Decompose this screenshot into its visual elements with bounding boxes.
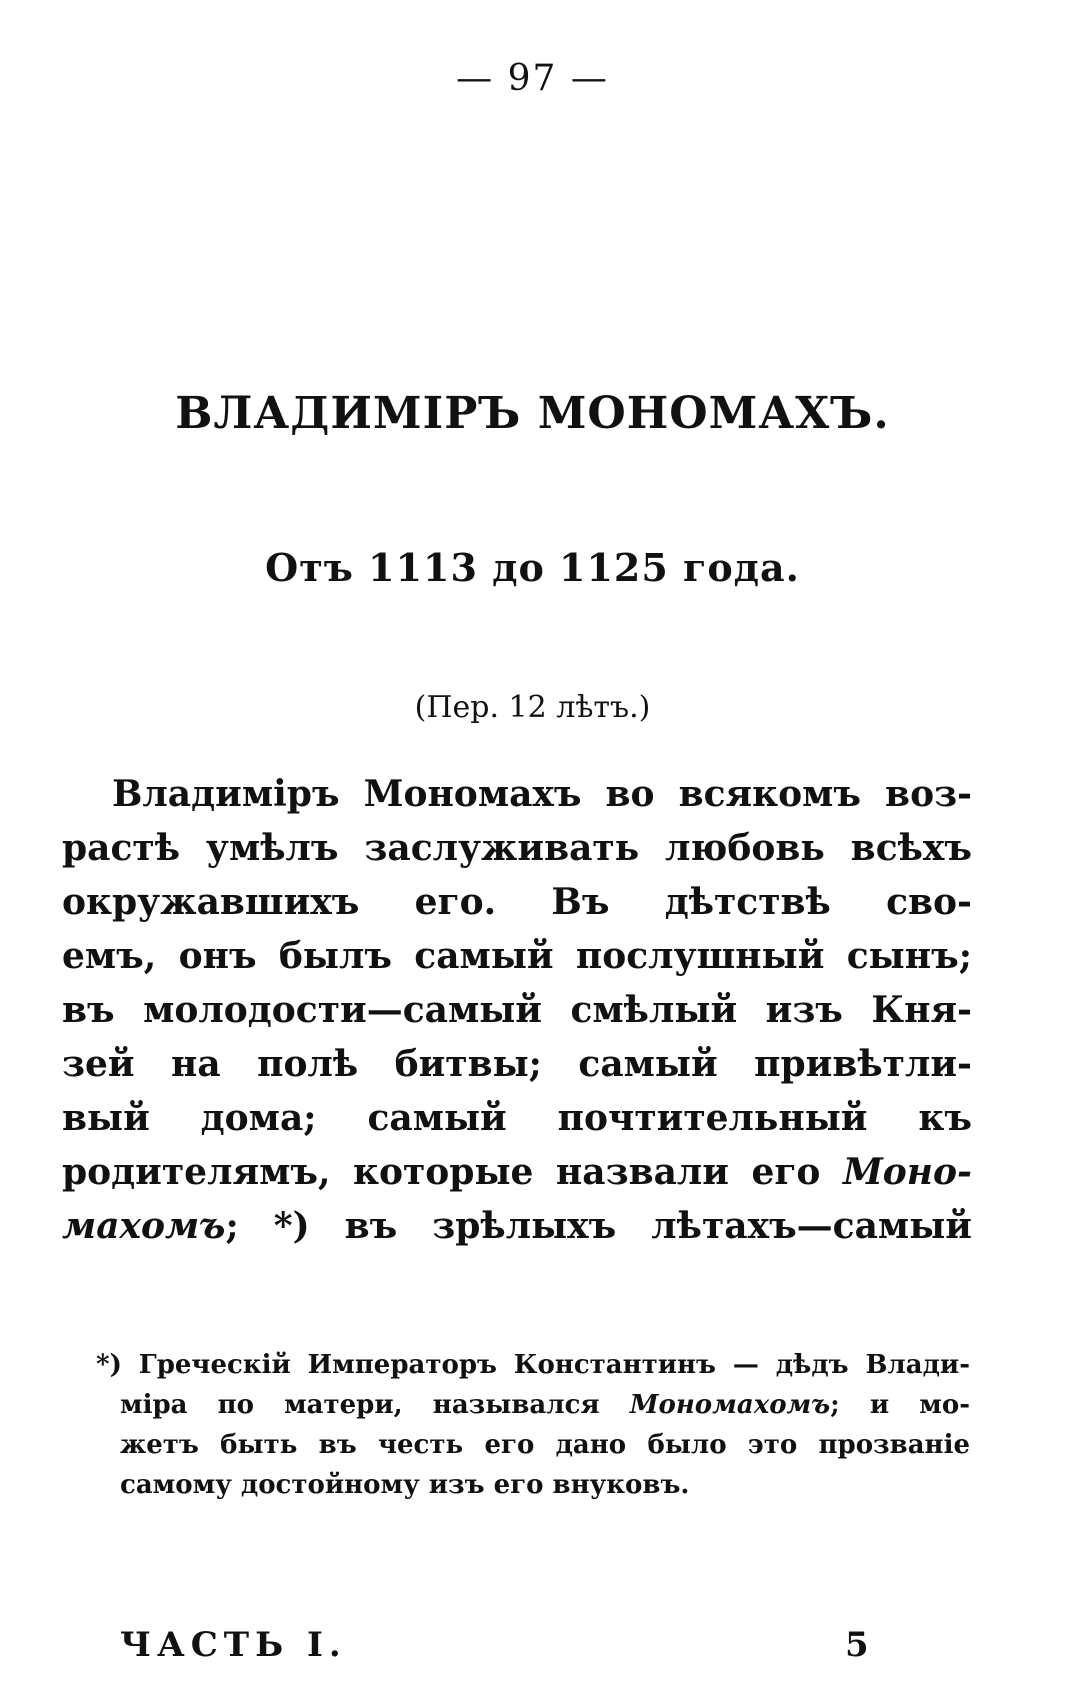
body-line: окружавшихъ его. Въ дѣтствѣ сво- xyxy=(62,881,972,923)
italic-name: махомъ xyxy=(62,1205,226,1247)
footnote-italic: Мономахомъ xyxy=(629,1390,831,1420)
reign-length: (Пер. 12 лѣтъ.) xyxy=(414,690,651,725)
footnote-text: ; и мо- xyxy=(830,1390,970,1420)
body-line: Владимiръ Мономахъ во всякомъ воз- xyxy=(112,773,972,815)
footnote-line xyxy=(120,1392,970,1418)
footnote-line: *) Греческiй Императоръ Константинъ — дѣдъ Влади- xyxy=(96,1350,970,1380)
footnote-text: мiра по матери, назывался xyxy=(120,1390,600,1420)
signature-number: 5 xyxy=(845,1625,869,1665)
body-line-text: ; *) въ зрѣлыхъ лѣтахъ—самый xyxy=(225,1205,972,1247)
body-line xyxy=(62,1151,972,1193)
signature-mark: ЧАСТЬ I. xyxy=(120,1625,347,1665)
body-line: зей на полѣ битвы; самый привѣтли- xyxy=(62,1043,972,1085)
footnote-line: жетъ быть въ честь его дано было это прозванiе xyxy=(120,1430,970,1460)
body-line-text: родителямъ, которые назвали его xyxy=(62,1151,821,1193)
chapter-subtitle: Отъ 1113 до 1125 года. xyxy=(265,545,800,590)
italic-name: Моно- xyxy=(842,1151,972,1193)
body-line: растѣ умѣлъ заслуживать любовь всѣхъ xyxy=(62,827,972,869)
page-number: — 97 — xyxy=(456,58,609,99)
chapter-title: ВЛАДИМIРЪ МОНОМАХЪ. xyxy=(175,388,890,439)
footnote-line: самому достойному изъ его внуковъ. xyxy=(120,1470,690,1500)
body-line: въ молодости—самый смѣлый изъ Кня- xyxy=(62,989,972,1031)
body-line xyxy=(62,1205,972,1247)
body-line: емъ, онъ былъ самый послушный сынъ; xyxy=(62,935,972,977)
body-line: вый дома; самый почтительный къ xyxy=(62,1097,972,1139)
